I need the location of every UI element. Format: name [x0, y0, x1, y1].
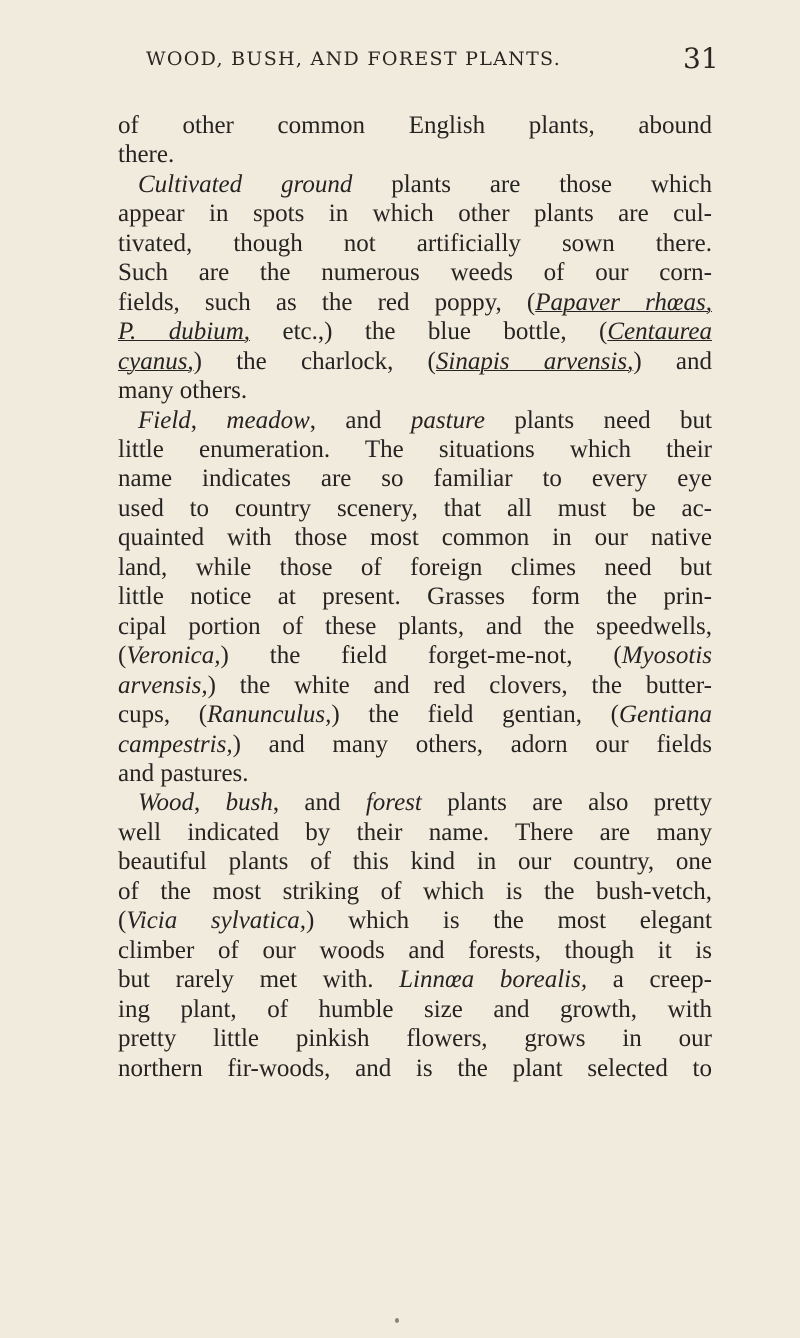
text-line: pretty little pinkish flowers, grows in our [118, 1025, 712, 1053]
latin-name: Gentiana [618, 701, 713, 729]
text-line: northern fir-woods, and is the plant selected to [118, 1054, 712, 1082]
text-line: beautiful plants of this kind in our country, one [118, 848, 712, 876]
text-line: but rarely met with. Linnœa borealis, a creep- [118, 966, 712, 994]
latin-name: Linnœa borealis, [399, 966, 588, 994]
paragraph-field-plants [118, 406, 712, 789]
latin-name: Papaver rhœas, [535, 288, 713, 316]
latin-name: Ranunculus, [207, 701, 332, 729]
text-line: Cultivated ground plants are those which [138, 170, 712, 198]
running-head: WOOD, BUSH, AND FOREST PLANTS. [146, 48, 562, 70]
text-line: quainted with those most common in our native [118, 524, 712, 552]
latin-name: Veronica, [126, 642, 221, 670]
text-line: (Vicia sylvatica,) which is the most elegant [118, 907, 712, 935]
text-line: cipal portion of these plants, and the speedwells, [118, 612, 712, 640]
term-meadow: meadow [226, 406, 310, 434]
term-forest: forest [365, 789, 422, 817]
text-line: arvensis,) the white and red clovers, the butter- [118, 671, 712, 699]
latin-name: Sinapis arvensis, [435, 347, 634, 375]
text-line: cups, (Ranunculus,) the field gentian, (Gentiana [118, 701, 713, 729]
term-field: Field [138, 406, 191, 434]
paragraph-continuation [118, 111, 712, 170]
page-header [0, 42, 800, 88]
latin-name: Myosotis [621, 642, 712, 670]
text-line: fields, such as the red poppy, (Papaver rhœas, [118, 288, 713, 316]
text-line: Such are the numerous weeds of our corn- [118, 259, 712, 287]
text-line: there. [118, 141, 175, 169]
page-number: 31 [683, 42, 719, 75]
text-line: Field, meadow, and pasture plants need but [138, 406, 713, 434]
latin-name: arvensis, [118, 671, 208, 699]
paragraph-wood-plants [118, 788, 712, 1083]
text-line: cyanus,) the charlock, (Sinapis arvensis,) and [118, 347, 712, 375]
paper-speck [395, 1318, 399, 1323]
latin-name: P. dubium, [118, 318, 251, 346]
text-line: tivated, though not artificially sown there. [118, 229, 712, 257]
text-line: little notice at present. Grasses form the prin- [118, 583, 712, 611]
text-line: land, while those of foreign climes need but [118, 553, 712, 581]
term-wood: Wood [138, 789, 195, 817]
latin-name: campestris, [118, 730, 233, 758]
body-text [118, 111, 712, 1083]
text-line: name indicates are so familiar to every eye [118, 465, 712, 493]
paragraph-cultivated-ground [118, 170, 712, 406]
latin-name: cyanus, [118, 347, 194, 375]
latin-name: Vicia sylvatica, [126, 907, 307, 935]
text-line: P. dubium, etc.,) the blue bottle, (Centaurea [118, 318, 712, 346]
text-line: climber of our woods and forests, though it is [118, 936, 712, 964]
latin-name: Centaurea [607, 318, 712, 346]
text-line: and pastures. [118, 759, 249, 787]
text-line: ing plant, of humble size and growth, with [118, 995, 712, 1023]
term-pasture: pasture [410, 406, 485, 434]
text-line: used to country scenery, that all must be ac- [118, 494, 712, 522]
text-line: campestris,) and many others, adorn our fields [118, 730, 712, 758]
text-line: little enumeration. The situations which their [118, 435, 712, 463]
text-line: well indicated by their name. There are many [118, 818, 712, 846]
text-line: many others. [118, 377, 248, 405]
term-bush: bush [225, 789, 273, 817]
text-line: appear in spots in which other plants are cul- [118, 200, 712, 228]
text-line: Wood, bush, and forest plants are also pretty [138, 789, 712, 817]
text-line: of other common English plants, abound [118, 112, 712, 139]
text-line: of the most striking of which is the bush-vetch, [118, 877, 712, 905]
text-line: (Veronica,) the field forget-me-not, (Myosotis [118, 642, 712, 670]
term-cultivated-ground: Cultivated ground [138, 170, 353, 198]
